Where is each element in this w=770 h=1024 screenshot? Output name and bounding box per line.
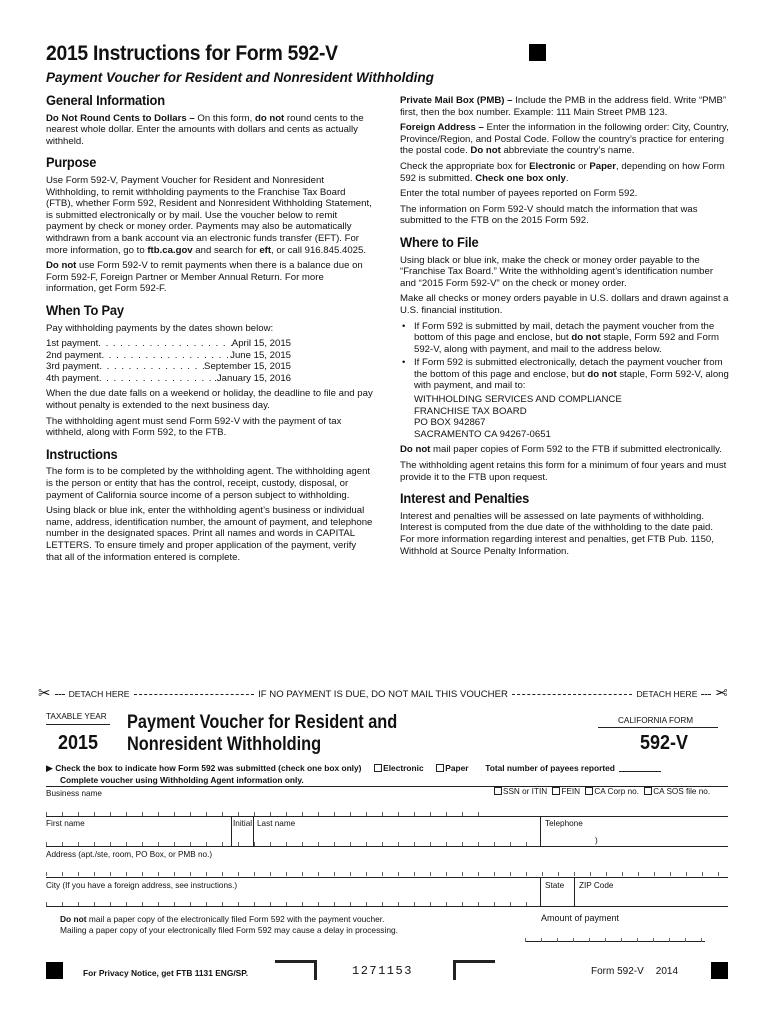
paper-checkbox[interactable] [436,764,444,772]
purpose-heading: Purpose [46,154,97,171]
privacy-notice: For Privacy Notice, get FTB 1131 ENG/SP. [83,968,249,978]
zip-label: ZIP Code [579,881,614,890]
footer-form-id: Form 592-V 2014 [591,966,679,977]
foreign-address-paragraph: Foreign Address – Enter the information in the following order: City, Country, Province/Region, and Postal Code. Follow the country’s practice for entering the postal code. Do not abbreviate the country’s name. [400,122,729,157]
instructions-paragraph-2: Using black or blue ink, enter the withholding agent’s business or individual name, address, identification number, the amount of payment, and telephone number in the designated spaces. Print all names and words in CAPITAL LETTERS. To ensure timely and proper application of the payment, verify that all of the information entered is complete. [46,505,373,563]
address-label: Address (apt./ste, room, PO Box, or PMB no.) [46,850,213,859]
where-heading: Where to File [400,233,479,250]
payment-row: 2nd payment . . . June 15, 2015 [46,350,291,362]
when-paragraph-3: The withholding agent must send Form 592-V with the payment of tax withheld, along with Form 592, to the FTB. [46,415,342,439]
general-heading: General Information [46,92,165,108]
where-paragraph-1: Using black or blue ink, make the check or money order payable to the “Franchise Tax Board.” Write the withholding agent’s identification number and “2015 Form 592-V” on the check or money order. [400,254,714,289]
fein-checkbox[interactable] [552,787,560,795]
state-label: State [545,881,565,890]
bullet-item: • If Form 592 is submitted by mail, detach the payment voucher from the bottom of this page and enclose, but do not staple, Form 592 and Form 592-V, along with payment, and mail to the address below. [400,321,730,356]
interest-heading: Interest and Penalties [400,490,530,507]
pmb-paragraph: Private Mail Box (PMB) – Include the PMB in the address field. Write “PMB” first, then the box number. Example: 111 Main Street PMB 123. [400,95,727,118]
first-name-label: First name [46,819,85,828]
taxable-year-label: TAXABLE YEAR [46,712,107,721]
right-column [400,95,730,561]
id-type-options: SSN or ITIN FEIN CA Corp no. CA SOS file no. [494,787,710,796]
registration-mark [529,44,546,61]
when-intro: Pay withholding payments by the dates shown below: [46,322,274,334]
amount-label: Amount of payment [541,913,620,923]
mail-bullets [400,321,730,393]
match-paragraph: The information on Form 592-V should match the information that was submitted to the FTB on the 2015 Form 592. [400,203,698,227]
registration-mark [46,962,63,979]
scissors-icon: ✂ [38,685,51,702]
voucher-title: Payment Voucher for Resident and Nonresident Withholding [127,712,398,755]
arrow-right-icon: ▶ [46,763,53,773]
telephone-label: Telephone [545,819,583,828]
ca-corp-checkbox[interactable] [585,787,593,795]
interest-paragraph: Interest and penalties will be assessed on late payments of withholding. Interest is computed from the due date of the withholding to the date paid. For more information regarding interest and penalties, get FTB Pub. 1150, Withhold at Source Penalty Information. [400,510,714,557]
instructions-heading: Instructions [46,445,118,462]
purpose-paragraph: Use Form 592-V, Payment Voucher for Resident and Nonresident Withholding, to remit withholding payments to the Franchise Tax Board (FTB), whether Form 592, Resident and Nonresident Withholding Statement, is submitted electronically or by mail. Use the voucher below to remit payment by check or money order. Payments may also be automatically withdrawn from a bank account via an electronic funds transfer (EFT). For more information, go to ftb.ca.gov and search for eft, or call 916.845.4025. [46,174,372,256]
check-box-paragraph: Check the appropriate box for Electronic or Paper, depending on how Form 592 is submitted. Check one box only. [400,160,725,184]
paper-label: Paper [445,763,469,773]
payment-row: 3rd payment . . . September 15, 2015 [46,361,291,373]
zip-input[interactable] [575,892,728,906]
barcode-number: 1271153 [352,964,413,978]
where-paragraph-2: Make all checks or money orders payable in U.S. dollars and drawn against a U.S. financial institution. [400,293,729,316]
general-paragraph: Do Not Round Cents to Dollars – On this form, do not round cents to the nearest whole dollar. Enter the amounts with dollars and cents as actually withheld. [46,112,364,147]
electronic-checkbox[interactable] [374,764,382,772]
page-title: 2015 Instructions for Form 592-V [46,42,338,65]
city-label: City (If you have a foreign address, see instructions.) [46,881,238,890]
detach-right-label: DETACH HERE [636,689,698,699]
no-payment-notice: IF NO PAYMENT IS DUE, DO NOT MAIL THIS VOUCHER [258,688,508,700]
check-instruction: Check the box to indicate how Form 592 was submitted (check one box only) [55,763,362,773]
ca-sos-checkbox[interactable] [644,787,652,795]
registration-mark [711,962,728,979]
mailing-address: WITHHOLDING SERVICES AND COMPLIANCE FRANCHISE TAX BOARD PO BOX 942867 SACRAMENTO CA 94267-0651 [414,394,622,440]
page-subtitle: Payment Voucher for Resident and Nonresident Withholding [46,70,434,85]
initial-label: Initial [233,819,253,828]
where-paragraph-4: The withholding agent retains this form for a minimum of four years and must provide it to the FTB upon request. [400,460,727,483]
telephone-input[interactable] [541,830,728,846]
corner-bracket-right [453,960,495,980]
total-payees-input[interactable] [619,763,661,772]
california-form-label: CALIFORNIA FORM [618,716,694,725]
total-payees-label: Total number of payees reported [485,763,615,773]
instructions-paragraph-1: The form is to be completed by the withholding agent. The withholding agent is the person or entity that has the control, receipt, custody, disposal, or payment of California source income of a person subject to withholding. [46,466,371,501]
payment-schedule [46,338,291,384]
total-payees-paragraph: Enter the total number of payees reported on Form 592. [400,188,638,200]
scissors-icon: ✂ [715,685,729,702]
when-paragraph-2: When the due date falls on a weekend or holiday, the deadline to file and pay without penalty is extended to the next business day. [46,388,373,412]
ssn-checkbox[interactable] [494,787,502,795]
where-paragraph-3: Do not mail paper copies of Form 592 to the FTB if submitted electronically. [400,444,722,456]
last-name-label: Last name [257,819,296,828]
payment-row: 4th payment . . . .January 15, 2016 [46,373,291,385]
telephone-paren: ) [595,836,598,845]
payment-row: 1st payment . . . April 15, 2015 [46,338,291,350]
detach-line [38,686,728,702]
detach-left-label: DETACH HERE [68,689,130,699]
voucher-form-number: 592-V [640,732,689,754]
purpose-paragraph-2: Do not use Form 592-V to remit payments when there is a balance due on Form 592-F, Foreign Partner or Member Annual Return. For more information, get Form 592-F. [46,260,363,295]
left-column [46,92,373,567]
voucher-year: 2015 [58,732,99,754]
paper-copy-warning: Do not mail a paper copy of the electronically filed Form 592 with the payment voucher. Mailing a paper copy of your electronically filed Form 592 may cause a delay in processing. [60,914,398,935]
electronic-label: Electronic [383,763,424,773]
when-heading: When To Pay [46,301,124,318]
check-row [46,763,661,774]
business-name-label: Business name [46,789,102,798]
complete-voucher-note: Complete voucher using Withholding Agent information only. [60,775,304,785]
corner-bracket-left [275,960,317,980]
state-input[interactable] [541,892,573,906]
bullet-item: • If Form 592 is submitted electronically, detach the payment voucher from the bottom of this page and enclose, but do not staple, Form 592-V, along with payment, and mail to: [400,357,730,392]
